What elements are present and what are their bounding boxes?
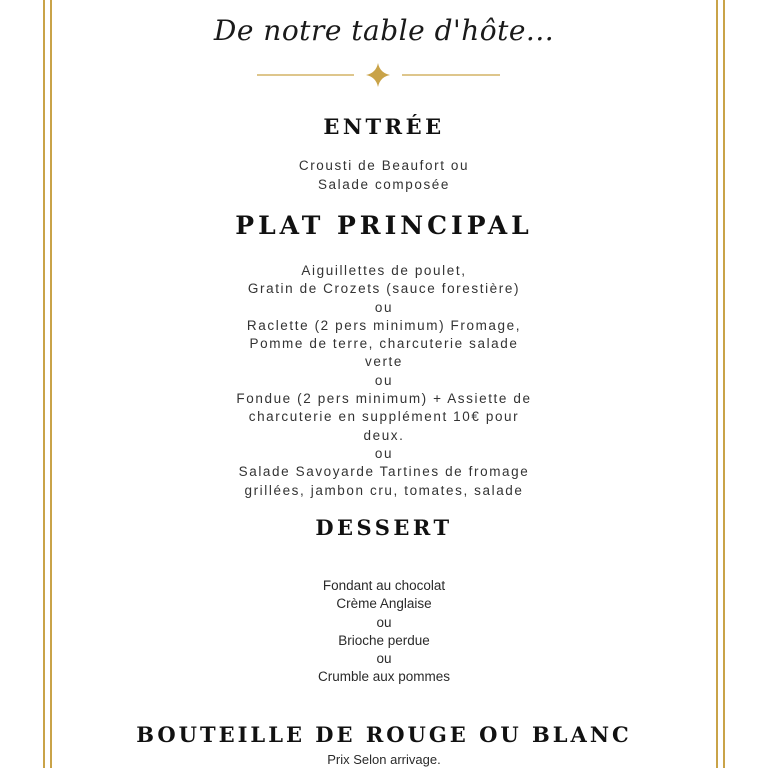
- menu-title: De notre table d'hôte...: [213, 14, 555, 47]
- entree-list: [60, 157, 708, 194]
- bouteille-heading: BOUTEILLE DE ROUGE OU BLANC: [136, 722, 632, 747]
- left-outer-border: [43, 0, 45, 768]
- dessert-line: ou: [376, 614, 392, 630]
- entree-heading: ENTRÉE: [323, 114, 445, 139]
- dessert-line: Brioche perdue: [338, 632, 430, 648]
- right-inner-border: [716, 0, 718, 768]
- right-outer-border: [723, 0, 725, 768]
- plat-line: Gratin de Crozets (sauce forestière): [247, 281, 521, 297]
- plat-line: ou: [374, 299, 394, 315]
- dessert-heading: DESSERT: [315, 515, 453, 540]
- plat-line: verte: [364, 354, 403, 370]
- plat-line: Pomme de terre, charcuterie salade: [249, 336, 519, 352]
- dessert-list: [60, 577, 708, 687]
- dessert-line: ou: [376, 651, 392, 667]
- price-note: Prix Selon arrivage.: [327, 752, 441, 767]
- plat-line: Fondue (2 pers minimum) + Assiette de: [236, 391, 532, 407]
- plat-line: deux.: [363, 427, 405, 443]
- plat-line: Raclette (2 pers minimum) Fromage,: [246, 317, 522, 333]
- plat-line: Aiguillettes de poulet,: [301, 263, 467, 278]
- ornament-star: [366, 63, 390, 87]
- plat-principal-heading: PLAT PRINCIPAL: [235, 211, 533, 240]
- plat-line: charcuterie en supplément 10€ pour: [248, 409, 520, 425]
- entree-line: Crousti de Beaufort ou: [298, 158, 470, 173]
- plat-line: ou: [374, 445, 394, 461]
- plat-line: grillées, jambon cru, tomates, salade: [244, 482, 524, 498]
- dessert-line: Crumble aux pommes: [317, 669, 451, 685]
- entree-line: Salade composée: [317, 176, 451, 192]
- dessert-line: Fondant au chocolat: [322, 578, 446, 593]
- four-point-star-icon: [60, 62, 708, 88]
- plat-line: Salade Savoyarde Tartines de fromage: [238, 464, 530, 480]
- plat-principal-list: [60, 262, 708, 500]
- plat-line: ou: [374, 372, 394, 388]
- left-inner-border: [50, 0, 52, 768]
- dessert-line: Crème Anglaise: [336, 596, 432, 612]
